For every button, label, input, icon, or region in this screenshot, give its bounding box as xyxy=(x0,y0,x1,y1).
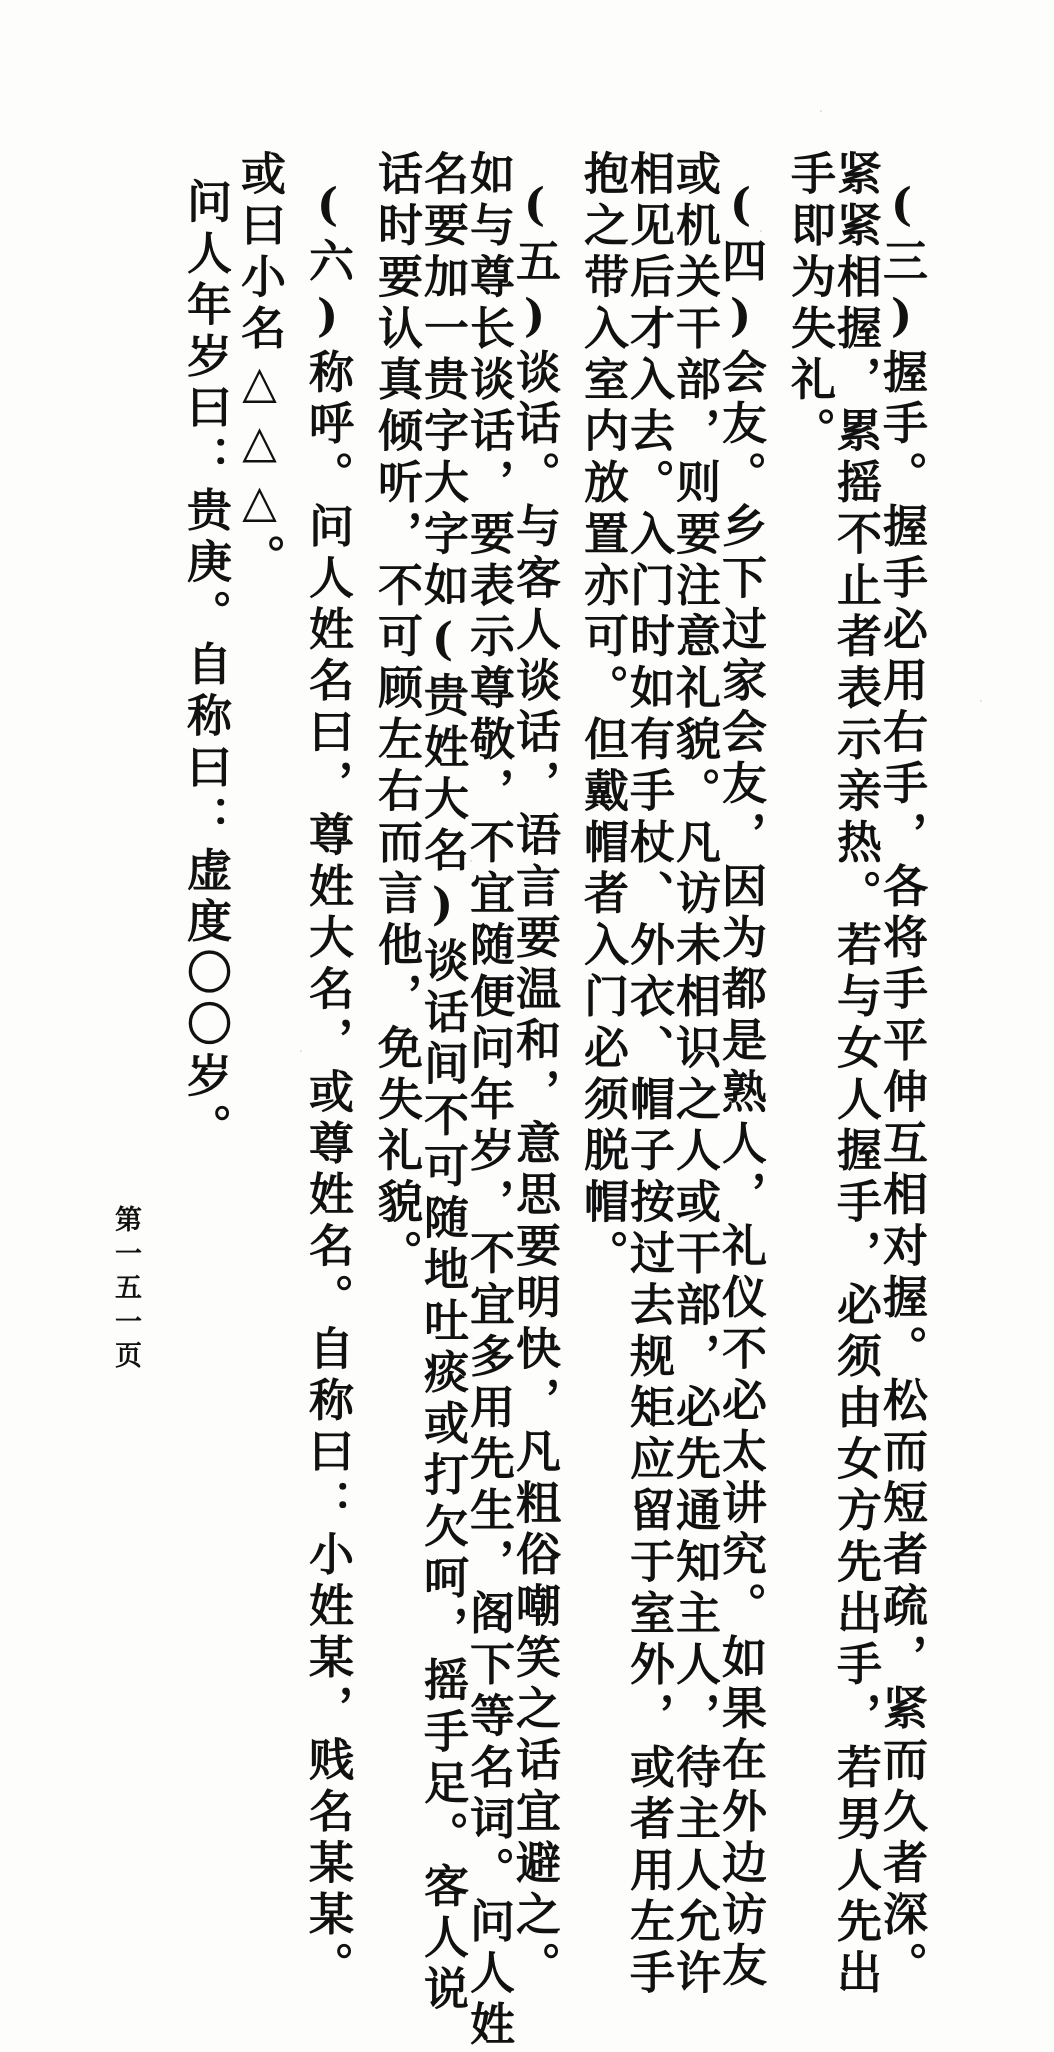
paper-speck xyxy=(820,110,822,112)
paper-speck xyxy=(660,1460,662,1462)
text-column-1: (三)握手。握手必用右手，各将手平伸互相对握。松而短者疏，紧而久者深。 xyxy=(875,178,928,1993)
text-column-6: 相见后才入去。入门时如有手杖、外衣、帽子按过去规矩应留于室外，或者用左手 xyxy=(622,150,675,2001)
text-column-4: (四)会友。乡下过家会友，因为都是熟人，礼仪不必太讲究。如果在外边访友 xyxy=(714,178,767,1993)
text-column-2: 紧紧相握，累摇不止者表示亲热。若与女人握手，必须由女方先出手，若男人先出 xyxy=(829,150,882,2001)
text-column-7: 抱之带入室内放置亦可。但戴帽者入门必须脱帽。 xyxy=(576,150,629,1281)
paper-speck xyxy=(470,860,472,862)
page-number: 第一五一页 xyxy=(110,1205,141,1375)
text-column-11: 话时要认真倾听，不可顾左右而言他，免失礼貌。 xyxy=(370,150,423,1281)
text-column-3: 手即为失礼。 xyxy=(783,150,836,459)
text-column-9: 如与尊长谈话，要表示尊敬，不宜随便问年岁，不宜多用先生，阁下等名词。问人姓 xyxy=(462,150,515,2052)
text-column-14: 问人年岁曰：贵庚。自称曰：虚度〇〇岁。 xyxy=(179,178,232,1155)
paper-speck xyxy=(760,230,762,232)
text-column-12: (六)称呼。问人姓名曰，尊姓大名，或尊姓名。自称曰：小姓某，贱名某某。 xyxy=(301,178,354,1993)
text-column-5: 或机关干部，则要注意礼貌。凡访未相识之人或干部，必先通知主人，待主人允许 xyxy=(668,150,721,2001)
paper-speck xyxy=(300,1050,302,1052)
text-column-13: 或曰小名△△△。 xyxy=(233,150,286,586)
paper-speck xyxy=(980,700,982,702)
text-column-8: (五)谈话。与客人谈话，语言要温和，意思要明快，凡粗俗嘲笑之话宜避之。 xyxy=(508,178,561,1993)
text-column-10: 名要加一贵字大字如(贵姓大名)谈话间不可随地吐痰或打欠呵，摇手足。客人说 xyxy=(416,150,469,2017)
